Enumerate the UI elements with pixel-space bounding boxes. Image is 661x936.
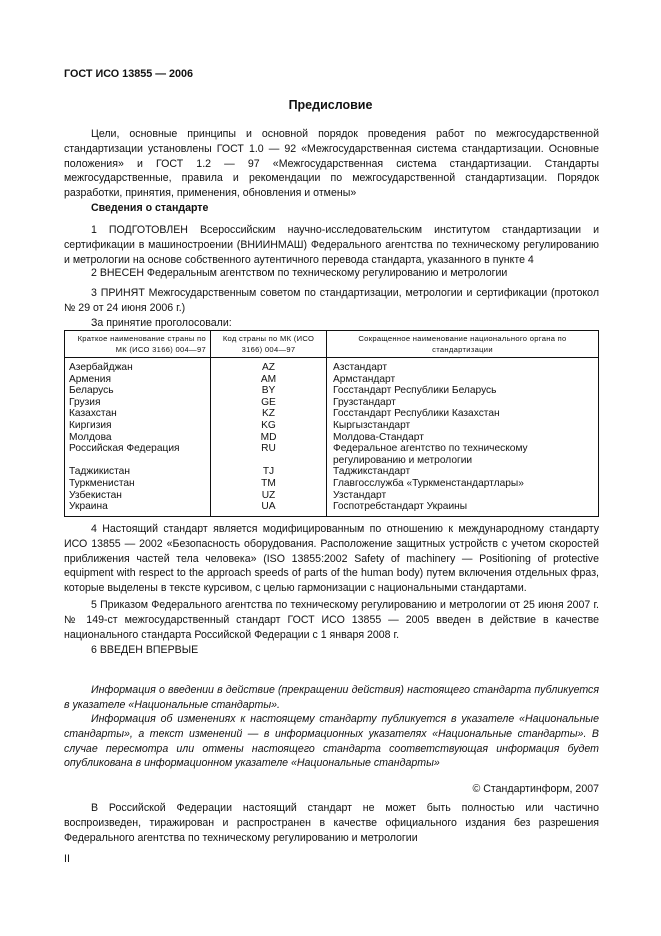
notice-publication: Информация о введении в действие (прекращении действия) настоящего стандарта публикуется в указателе «Национальные стандарты». [64, 684, 599, 711]
paragraph-6: 6 ВВЕДЕН ВПЕРВЫЕ [91, 644, 199, 656]
cell-body: Грузстандарт [327, 397, 599, 409]
voting-table [64, 330, 599, 517]
cell-body: Госстандарт Республики Беларусь [327, 385, 599, 397]
cell-body: Таджикстандарт [327, 466, 599, 478]
table-row [65, 466, 599, 478]
cell-country: Армения [69, 373, 111, 385]
document-header: ГОСТ ИСО 13855 — 2006 [64, 68, 194, 80]
notice-changes: Информация об изменениях к настоящему стандарту публикуется в указателе «Национальные стандарты», а текст изменений — в информационных указателях «Национальные стандарты». В случае пересмотра или отмены настоящего стандарта соответствующая информация будет опубликована в информационном указателе «Национальные стандарты» [64, 713, 599, 770]
cell-country: Туркменистан [69, 477, 135, 489]
cell-country: Азербайджан [69, 362, 133, 373]
cell-code: UA [211, 501, 327, 516]
cell-country: Казахстан [69, 408, 117, 420]
cell-body: Главгосслужба «Туркменстандартлары» [327, 478, 599, 490]
cell-code: KG [211, 420, 327, 432]
copyright-line: © Стандартинформ, 2007 [472, 783, 599, 795]
table-row [65, 501, 599, 516]
section-heading: Сведения о стандарте [91, 202, 209, 214]
paragraph-1: 1 ПОДГОТОВЛЕН Всероссийским научно-исследовательским институтом стандартизации и сертификации в машиностроении (ВНИИНМАШ) Федерального агентства по техническому регулированию и метрологии на основе собственного аутентичного перевода стандарта, указанного в пункте 4 [64, 224, 599, 266]
cell-body: Армстандарт [327, 374, 599, 386]
table-row [65, 358, 599, 374]
cell-country: Узбекистан [69, 489, 122, 501]
paragraph-4: 4 Настоящий стандарт является модифицированным по отношению к международному стандарту ИСО 13855 — 2002 «Безопасность оборудования. Расположение защитных устройств с учетом скоростей приближения частей тела человека» (ISO 13855:2002 Safety of machinery — Positioning of protective equipment with respect to the approach speeds of parts of the human body) путем включения отдельных фраз, которые выделены в тексте курсивом, с целью гармонизации с национальными стандартами. [64, 523, 599, 595]
cell-code: GE [211, 397, 327, 409]
cell-body: Кыргызстандарт [327, 420, 599, 432]
column-header-body: Сокращенное наименование национального органа по стандартизации [327, 331, 599, 358]
cell-country: Украина [69, 501, 108, 513]
table-row [65, 385, 599, 397]
table-row [65, 397, 599, 409]
page-number: II [64, 853, 70, 865]
cell-country: Таджикистан [69, 466, 130, 478]
cell-code: TJ [211, 466, 327, 478]
table-row [65, 478, 599, 490]
column-header-code: Код страны по МК (ИСО 3166) 004—97 [211, 331, 327, 358]
paragraph-5: 5 Приказом Федерального агентства по техническому регулированию и метрологии от 25 июня 2007 г. № 149-ст межгосударственный стандарт ГОСТ ИСО 13855 — 2005 введен в действие в качестве национального стандарта Российской Федерации с 1 января 2008 г. [64, 599, 599, 641]
table-row [65, 408, 599, 420]
table-row [65, 432, 599, 444]
cell-country: Молдова [69, 431, 112, 443]
cell-country: Российская Федерация [69, 443, 180, 455]
vote-caption: За принятие проголосовали: [91, 317, 232, 329]
cell-country: Киргизия [69, 419, 112, 431]
rights-paragraph: В Российской Федерации настоящий стандарт не может быть полностью или частично воспроизведен, тиражирован и распространен в качестве официального издания без разрешения Федерального агентства по техническому регулированию и метрологии [64, 802, 599, 844]
cell-code: AM [211, 374, 327, 386]
page-title: Предисловие [288, 98, 373, 112]
table-row [65, 443, 599, 466]
cell-code: UZ [211, 490, 327, 502]
cell-code: AZ [211, 358, 327, 374]
cell-code: RU [211, 443, 327, 466]
table-row [65, 420, 599, 432]
column-header-country: Краткое наименование страны по МК (ИСО 3166) 004—97 [65, 331, 211, 358]
cell-body: Молдова-Стандарт [327, 432, 599, 444]
cell-country: Грузия [69, 396, 101, 408]
table-row [65, 374, 599, 386]
cell-body: Госстандарт Республики Казахстан [327, 408, 599, 420]
paragraph-3: 3 ПРИНЯТ Межгосударственным советом по стандартизации, метрологии и сертификации (протокол № 29 от 24 июня 2006 г.) [64, 287, 599, 314]
cell-body: Федеральное агентство по техническому регулированию и метрологии [327, 443, 599, 466]
intro-paragraph: Цели, основные принципы и основной порядок проведения работ по межгосударственной стандартизации установлены ГОСТ 1.0 — 92 «Межгосударственная система стандартизации. Основные положения» и ГОСТ 1.2 — 97 «Межгосударственная система стандартизации. Стандарты межгосударственные, правила и рекомендации по межгосударственной стандартизации. Порядок разработки, принятия, применения, обновления и отмены» [64, 128, 599, 200]
cell-code: TM [211, 478, 327, 490]
cell-body: Узстандарт [327, 490, 599, 502]
cell-body: Азстандарт [327, 358, 599, 374]
cell-body: Госпотребстандарт Украины [327, 501, 599, 516]
voting-table-body [65, 358, 599, 517]
cell-code: BY [211, 385, 327, 397]
table-header-row [65, 331, 599, 358]
table-row [65, 490, 599, 502]
cell-country: Беларусь [69, 385, 114, 397]
cell-code: KZ [211, 408, 327, 420]
paragraph-2: 2 ВНЕСЕН Федеральным агентством по техническому регулированию и метрологии [91, 267, 508, 279]
cell-code: MD [211, 432, 327, 444]
